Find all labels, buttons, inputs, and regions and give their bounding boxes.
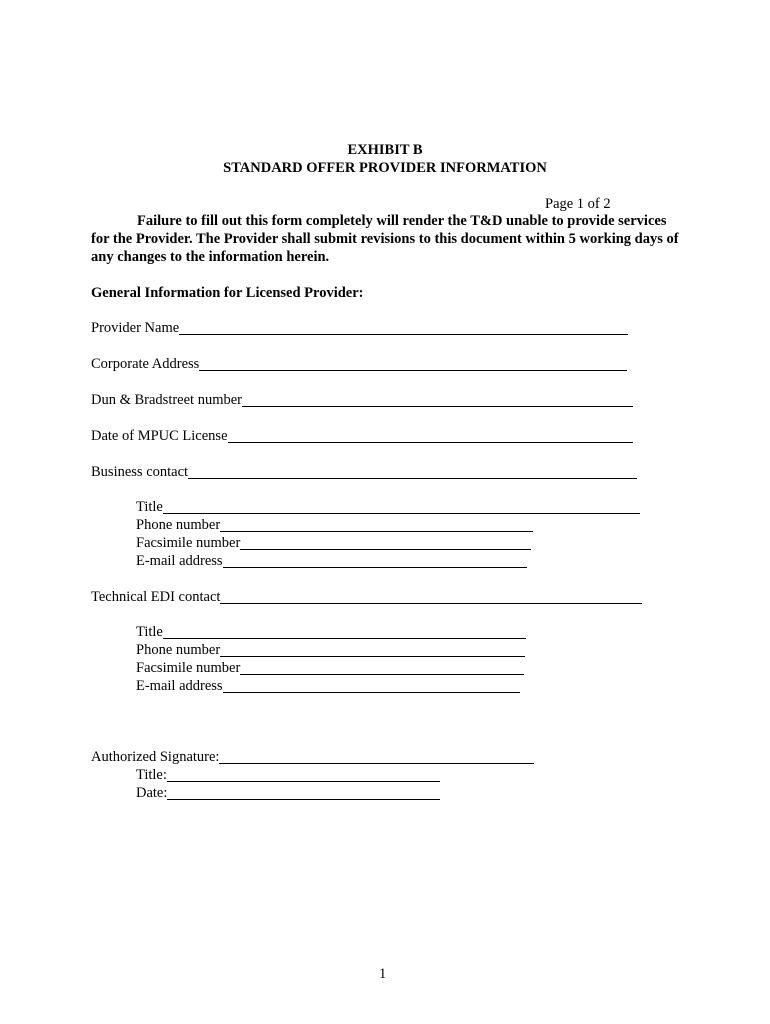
technical-email-input-line[interactable] xyxy=(223,678,520,693)
business-contact-input-line[interactable] xyxy=(188,464,637,479)
dun-bradstreet-input-line[interactable] xyxy=(242,392,633,407)
dun-bradstreet-field[interactable] xyxy=(91,392,633,409)
corporate-address-field[interactable] xyxy=(91,356,627,373)
business-fax-field[interactable] xyxy=(136,535,531,552)
page-number: 1 xyxy=(379,966,387,982)
signature-date-label: Date: xyxy=(136,785,168,801)
business-contact-label: Business contact xyxy=(91,464,189,480)
general-info-heading: General Information for Licensed Provider: xyxy=(91,285,364,301)
instructions-text: Failure to fill out this form completely will render the T&D unable to provide services for the Provider. The Provider shall submit revisions to this document within 5 working days of any changes to the information herein. xyxy=(91,213,679,265)
technical-phone-input-line[interactable] xyxy=(220,642,525,657)
provider-name-label: Provider Name xyxy=(91,320,180,336)
business-title-input-line[interactable] xyxy=(163,499,640,514)
technical-fax-input-line[interactable] xyxy=(240,660,524,675)
technical-title-field[interactable] xyxy=(136,624,526,641)
business-fax-label: Facsimile number xyxy=(136,535,241,551)
instructions-paragraph xyxy=(91,212,681,266)
technical-title-label: Title xyxy=(136,624,163,640)
corporate-address-input-line[interactable] xyxy=(199,356,627,371)
business-phone-input-line[interactable] xyxy=(220,517,533,532)
business-fax-input-line[interactable] xyxy=(240,535,531,550)
technical-edi-contact-input-line[interactable] xyxy=(220,589,642,604)
mpuc-license-date-label: Date of MPUC License xyxy=(91,428,228,444)
exhibit-title: EXHIBIT B xyxy=(347,142,423,158)
corporate-address-label: Corporate Address xyxy=(91,356,200,372)
mpuc-license-date-field[interactable] xyxy=(91,428,633,445)
dun-bradstreet-label: Dun & Bradstreet number xyxy=(91,392,243,408)
signature-title-field[interactable] xyxy=(136,767,440,784)
signature-title-label: Title: xyxy=(136,767,167,783)
authorized-signature-input-line[interactable] xyxy=(219,749,534,764)
form-subtitle: STANDARD OFFER PROVIDER INFORMATION xyxy=(223,160,547,176)
business-email-field[interactable] xyxy=(136,553,527,570)
authorized-signature-label: Authorized Signature: xyxy=(91,749,220,765)
page-indicator: Page 1 of 2 xyxy=(545,196,611,212)
provider-name-input-line[interactable] xyxy=(179,320,628,335)
signature-title-input-line[interactable] xyxy=(167,767,440,782)
technical-phone-label: Phone number xyxy=(136,642,221,658)
technical-fax-label: Facsimile number xyxy=(136,660,241,676)
business-title-field[interactable] xyxy=(136,499,640,516)
signature-date-field[interactable] xyxy=(136,785,440,802)
business-phone-label: Phone number xyxy=(136,517,221,533)
business-phone-field[interactable] xyxy=(136,517,533,534)
business-title-label: Title xyxy=(136,499,163,515)
authorized-signature-field[interactable] xyxy=(91,749,534,766)
technical-title-input-line[interactable] xyxy=(163,624,526,639)
business-email-input-line[interactable] xyxy=(223,553,527,568)
provider-name-field[interactable] xyxy=(91,320,628,337)
business-contact-field[interactable] xyxy=(91,464,637,481)
technical-email-field[interactable] xyxy=(136,678,520,695)
technical-phone-field[interactable] xyxy=(136,642,525,659)
mpuc-license-date-input-line[interactable] xyxy=(228,428,633,443)
business-email-label: E-mail address xyxy=(136,553,223,569)
technical-fax-field[interactable] xyxy=(136,660,524,677)
technical-edi-contact-label: Technical EDI contact xyxy=(91,589,221,605)
signature-date-input-line[interactable] xyxy=(167,785,440,800)
technical-edi-contact-field[interactable] xyxy=(91,589,642,606)
technical-email-label: E-mail address xyxy=(136,678,223,694)
